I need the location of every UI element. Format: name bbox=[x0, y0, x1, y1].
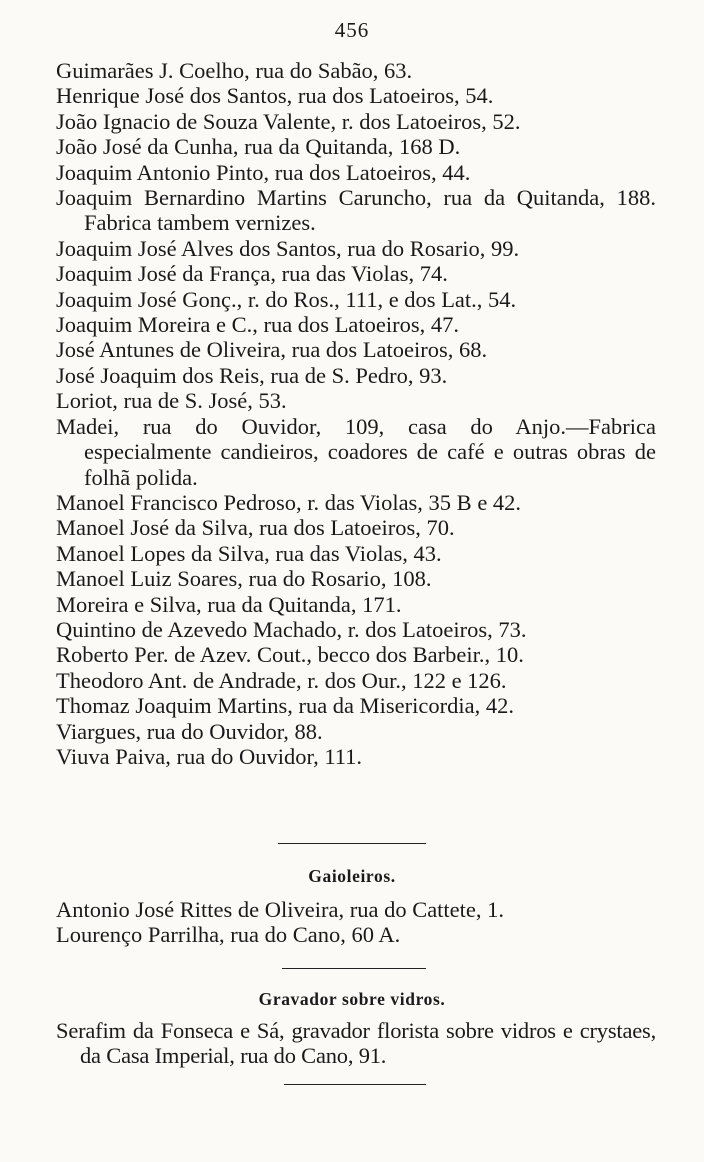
list-item: Manoel Luiz Soares, rua do Rosario, 108. bbox=[56, 566, 432, 592]
list-item: Loriot, rua de S. José, 53. bbox=[56, 388, 287, 414]
list-item: João Ignacio de Souza Valente, r. dos Latoeiros, 52. bbox=[56, 108, 521, 134]
list-item: Joaquim José Alves dos Santos, rua do Rosario, 99. bbox=[56, 235, 520, 261]
list-item: Theodoro Ant. de Andrade, r. dos Our., 122 e 126. bbox=[56, 667, 507, 693]
list-item: Joaquim José Gonç., r. do Ros., 111, e dos Lat., 54. bbox=[56, 286, 517, 312]
directory-list bbox=[56, 58, 656, 769]
list-item: Henrique José dos Santos, rua dos Latoeiros, 54. bbox=[56, 83, 494, 109]
section-divider bbox=[282, 968, 426, 969]
list-item: Joaquim Antonio Pinto, rua dos Latoeiros, 44. bbox=[56, 159, 471, 185]
list-item: José Antunes de Oliveira, rua dos Latoeiros, 68. bbox=[56, 337, 488, 363]
section-heading-gaioleiros: Gaioleiros. bbox=[308, 866, 396, 886]
list-item: Guimarães J. Coelho, rua do Sabão, 63. bbox=[56, 58, 413, 83]
section-divider bbox=[278, 843, 426, 844]
list-item: Manoel Lopes da Silva, rua das Violas, 43. bbox=[56, 540, 442, 566]
list-item: Serafim da Fonseca e Sá, gravador florista sobre vidros e crystaes, da Casa Imperial, rua do Cano, 91. bbox=[56, 1018, 656, 1069]
list-item: Joaquim Moreira e C., rua dos Latoeiros, 47. bbox=[56, 312, 460, 338]
section-heading-gravador: Gravador sobre vidros. bbox=[258, 989, 446, 1009]
list-item: Thomaz Joaquim Martins, rua da Misericordia, 42. bbox=[56, 693, 515, 719]
list-item: Roberto Per. de Azev. Cout., becco dos Barbeir., 10. bbox=[56, 642, 524, 668]
list-item: Madei, rua do Ouvidor, 109, casa do Anjo.—Fabrica especialmente candieiros, coadores de café e outras obras de folhã polida. bbox=[56, 413, 656, 490]
list-item: Viuva Paiva, rua do Ouvidor, 111. bbox=[56, 743, 363, 769]
list-item: Viargues, rua do Ouvidor, 88. bbox=[56, 718, 323, 744]
section-gravador bbox=[56, 1018, 656, 1069]
list-item: João José da Cunha, rua da Quitanda, 168 D. bbox=[56, 134, 461, 160]
list-item: Quintino de Azevedo Machado, r. dos Latoeiros, 73. bbox=[56, 616, 527, 642]
list-item: Joaquim José da França, rua das Violas, 74. bbox=[56, 261, 448, 287]
page-number: 456 bbox=[334, 18, 370, 42]
list-item: Lourenço Parrilha, rua do Cano, 60 A. bbox=[56, 922, 401, 948]
list-item: Antonio José Rittes de Oliveira, rua do Cattete, 1. bbox=[56, 897, 505, 922]
section-divider bbox=[284, 1084, 426, 1085]
list-item: Moreira e Silva, rua da Quitanda, 171. bbox=[56, 591, 402, 617]
list-item: José Joaquim dos Reis, rua de S. Pedro, 93. bbox=[56, 362, 448, 388]
section-gaioleiros bbox=[56, 897, 656, 948]
list-item: Manoel José da Silva, rua dos Latoeiros, 70. bbox=[56, 515, 455, 541]
list-item: Manoel Francisco Pedroso, r. das Violas, 35 B e 42. bbox=[56, 489, 522, 515]
list-item: Joaquim Bernardino Martins Caruncho, rua da Quitanda, 188. Fabrica tambem vernizes. bbox=[56, 185, 656, 236]
